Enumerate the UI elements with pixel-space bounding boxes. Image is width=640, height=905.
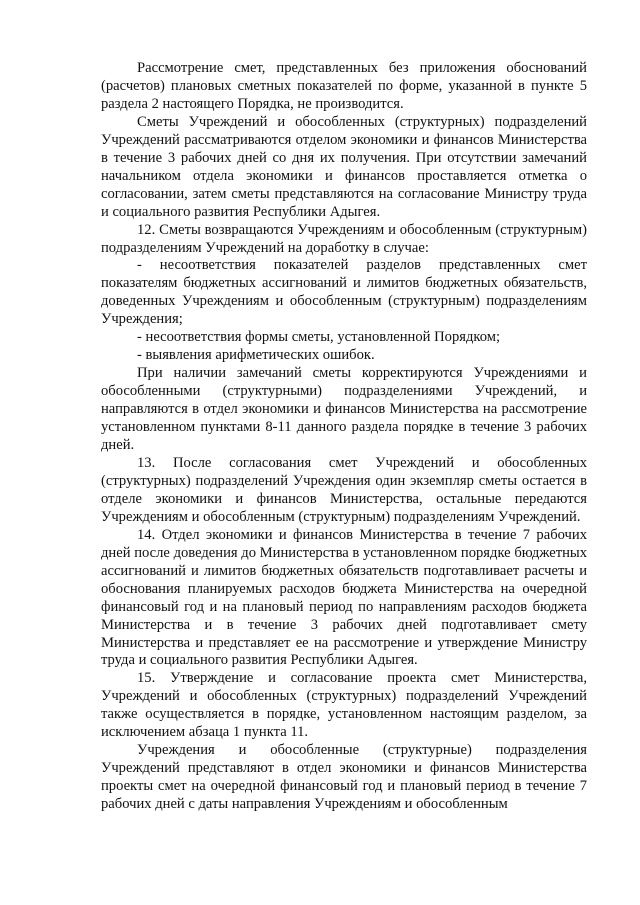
- paragraph-review-without-justification: Рассмотрение смет, представленных без приложения обоснований (расчетов) плановых сметных показателей по форме, указанной в пункте 5 раздела 2 настоящего Порядка, не производится.: [101, 60, 587, 112]
- paragraph-item-14: 14. Отдел экономики и финансов Министерства в течение 7 рабочих дней после доведения до Министерства в установленном порядке бюджетных ассигнований и лимитов бюджетных обязательств подготавливает расчеты и обоснования планируемых расходов бюджета Министерства на очередной финансовый год и на плановый период по направлениям расходов бюджета Министерства и в течение 3 рабочих дней подготавливает смету Министерства и представляет ее на рассмотрение и утверждение Министру труда и социального развития Республики Адыгея.: [101, 526, 587, 669]
- paragraph-item-12: 12. Сметы возвращаются Учреждениям и обособленным (структурным) подразделениям Учреждений на доработку в случае:: [101, 221, 587, 256]
- list-item-form-mismatch: - несоответствия формы сметы, установленной Порядком;: [137, 329, 501, 346]
- document-page: [101, 60, 587, 814]
- list-item-arithmetic-errors: - выявления арифметических ошибок.: [137, 347, 375, 364]
- paragraph-draft-submission: Учреждения и обособленные (структурные) подразделения Учреждений представляют в отдел экономики и финансов Министерства проекты смет на очередной финансовый год и плановый период в течение 7 рабочих дней с даты направления Учреждениям и обособленным: [101, 742, 587, 813]
- paragraph-item-13: 13. После согласования смет Учреждений и обособленных (структурных) подразделений Учреждения один экземпляр сметы остается в отделе экономики и финансов Министерства, остальные передаются Учреждениям и обособленным (структурным) подразделениям Учреждений.: [101, 454, 587, 525]
- paragraph-estimates-review: Сметы Учреждений и обособленных (структурных) подразделений Учреждений рассматриваются отделом экономики и финансов Министерства в течение 3 рабочих дней со дня их получения. При отсутствии замечаний начальником отдела экономики и финансов проставляется отметка о согласовании, затем сметы представляются на согласование Министру труда и социального развития Республики Адыгея.: [101, 113, 587, 220]
- paragraph-item-15: 15. Утверждение и согласование проекта смет Министерства, Учреждений и обособленных (структурных) подразделений Учреждений также осуществляется в порядке, установленном настоящим разделом, за исключением абзаца 1 пункта 11.: [101, 670, 587, 741]
- paragraph-corrections: При наличии замечаний сметы корректируются Учреждениями и обособленными (структурными) подразделениями Учреждений, и направляются в отдел экономики и финансов Министерства на рассмотрение установленном пунктами 8-11 данного раздела порядке в течение 3 рабочих дней.: [101, 365, 587, 454]
- list-item-indicator-mismatch: - несоответствия показателей разделов представленных смет показателям бюджетных ассигнований и лимитов бюджетных обязательств, доведенных Учреждениям и обособленным (структурным) подразделениям Учреждения;: [101, 257, 587, 328]
